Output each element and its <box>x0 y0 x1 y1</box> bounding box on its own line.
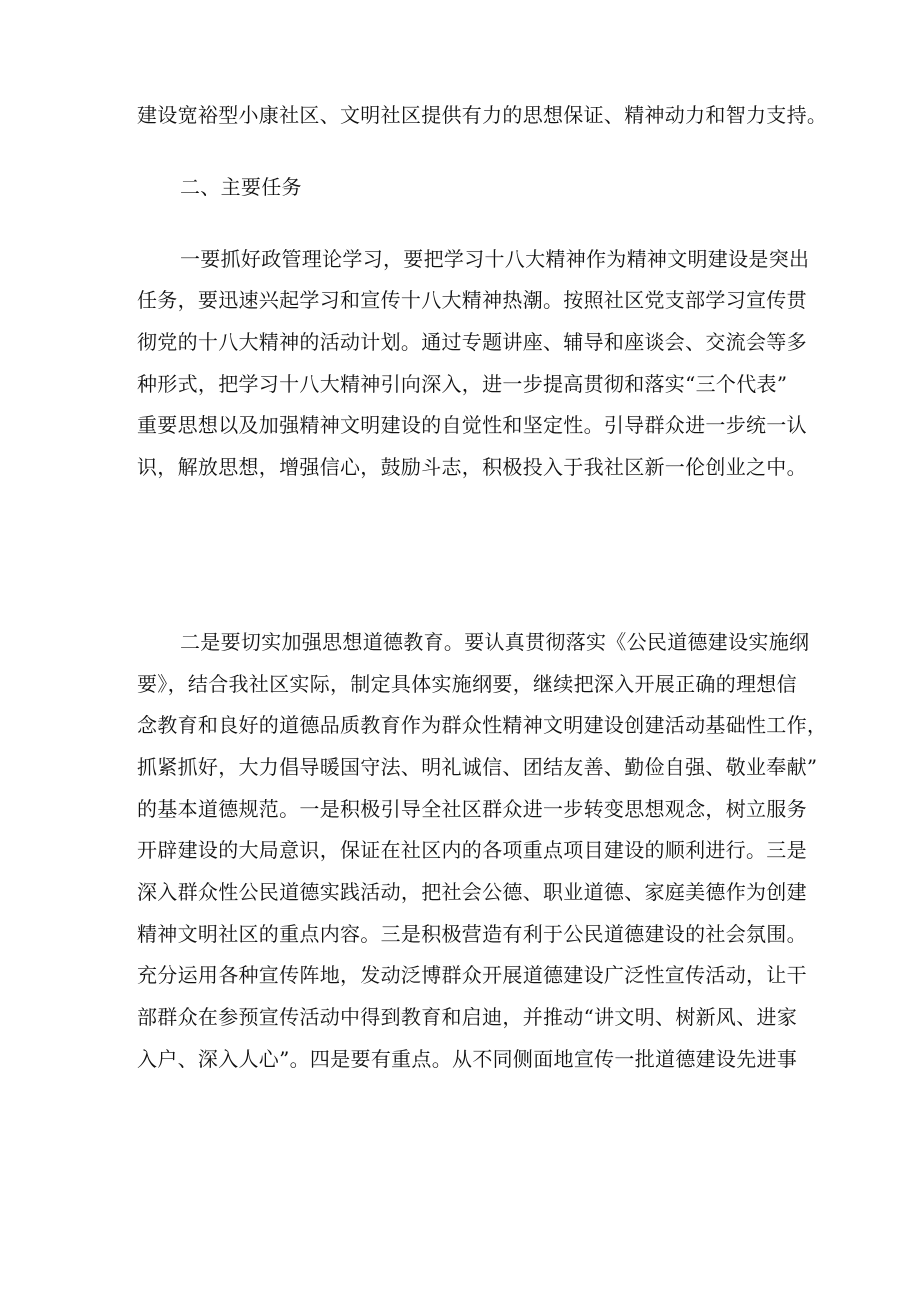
paragraph-line: 彻党的十八大精神的活动计划。通过专题讲座、辅导和座谈会、交流会等多 <box>137 330 807 354</box>
paragraph-line: 的基本道德规范。一是积极引导全社区群众进一步转变思想观念，树立服务 <box>137 797 807 821</box>
paragraph-line: 一要抓好政管理论学习，要把学习十八大精神作为精神文明建设是突出 <box>180 247 810 271</box>
paragraph-line: 入户、深入人心”。四是要有重点。从不同侧面地宣传一批道德建设先进事 <box>137 1047 798 1071</box>
section-heading: 二、主要任务 <box>180 175 302 199</box>
paragraph-line: 二是要切实加强思想道德教育。要认真贯彻落实《公民道德建设实施纲 <box>180 630 810 654</box>
paragraph-line: 精神文明社区的重点内容。三是积极营造有利于公民道德建设的社会氛围。 <box>137 922 807 946</box>
paragraph-line: 开辟建设的大局意识，保证在社区内的各项重点项目建设的顺利进行。三是 <box>137 838 807 862</box>
paragraph-line: 任务，要迅速兴起学习和宣传十八大精神热潮。按照社区党支部学习宣传贯 <box>137 288 807 312</box>
paragraph-line: 识，解放思想，增强信心，鼓励斗志，积极投入于我社区新一伦创业之中。 <box>137 455 807 479</box>
paragraph-line: 充分运用各种宣传阵地，发动泛博群众开展道德建设广泛性宣传活动，让干 <box>137 963 807 987</box>
paragraph-line: 种形式，把学习十八大精神引向深入，进一步提高贯彻和落实“三个代表” <box>137 372 788 396</box>
intro-tail-line: 建设宽裕型小康社区、文明社区提供有力的思想保证、精神动力和智力支持。 <box>137 103 828 127</box>
paragraph-line: 深入群众性公民道德实践活动，把社会公德、职业道德、家庭美德作为创建 <box>137 880 807 904</box>
paragraph-line: 念教育和良好的道德品质教育作为群众性精神文明建设创建活动基础性工作， <box>137 713 828 737</box>
paragraph-line: 部群众在参预宣传活动中得到教育和启迪，并推动“讲文明、树新风、进家 <box>137 1005 798 1029</box>
paragraph-line: 抓紧抓好，大力倡导暖国守法、明礼诚信、团结友善、勤俭自强、敬业奉献” <box>137 755 818 779</box>
paragraph-line: 重要思想以及加强精神文明建设的自觉性和坚定性。引导群众进一步统一认 <box>137 413 807 437</box>
paragraph-line: 要》，结合我社区实际，制定具体实施纲要，继续把深入开展正确的理想信 <box>137 672 797 696</box>
